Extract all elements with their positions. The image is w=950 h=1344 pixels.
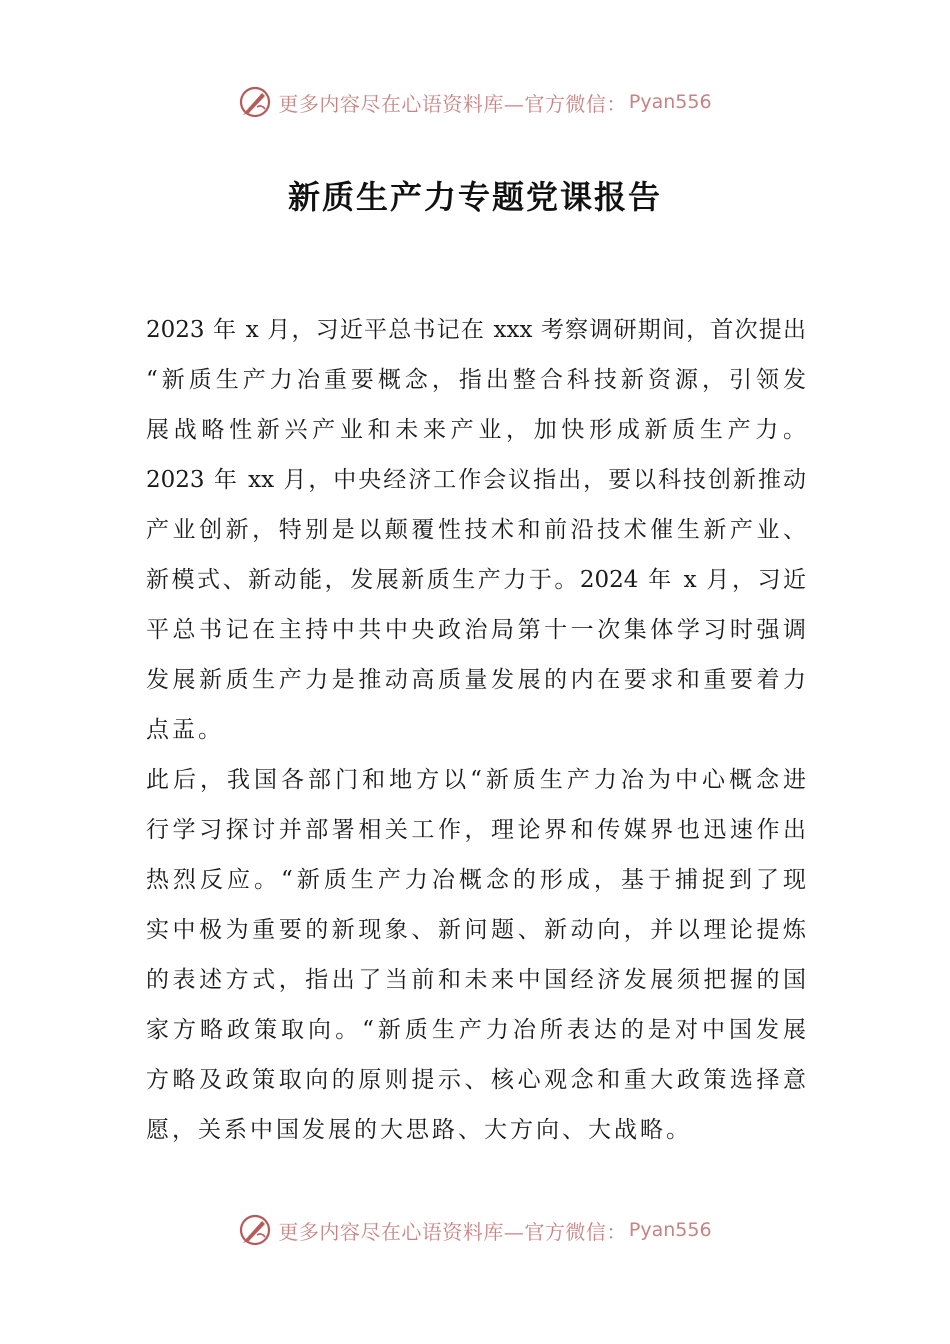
pen-logo-icon	[238, 85, 272, 119]
banner-text: 更多内容尽在心语资料库—官方微信：	[278, 1219, 627, 1244]
text-line: 实中极为重要的新现象、新问题、新动向，并以理论提炼	[146, 917, 806, 943]
text-line: 方略及政策取向的原则提示、核心观念和重大政策选择意	[146, 1067, 806, 1093]
document-title: 新质生产力专题党课报告	[287, 178, 662, 216]
header-watermark-banner	[0, 80, 950, 124]
text-line: 愿，关系中国发展的大思路、大方向、大战略。	[146, 1117, 692, 1143]
text-line: 的表述方式，指出了当前和未来中国经济发展须把握的国	[146, 967, 806, 993]
footer-watermark-banner	[0, 1208, 950, 1252]
text-line: 发展新质生产力是推动高质量发展的内在要求和重要着力	[146, 667, 806, 693]
paragraph-1	[146, 305, 806, 755]
banner-wechat-handle: Pyan556	[628, 91, 712, 113]
paragraph-2	[146, 755, 806, 1155]
banner-text: 更多内容尽在心语资料库—官方微信：	[278, 91, 627, 116]
pen-logo-icon	[238, 1213, 272, 1247]
text-line: 新模式、新动能，发展新质生产力于。2024 年 x 月，习近	[146, 567, 806, 593]
text-line: 2023 年 xx 月，中央经济工作会议指出，要以科技创新推动	[146, 467, 806, 493]
text-line: 点盂。	[146, 717, 224, 743]
text-line: 产业创新，特别是以颠覆性技术和前沿技术催生新产业、	[146, 517, 806, 543]
text-line: 热烈反应。“新质生产力冶概念的形成，基于捕捉到了现	[146, 867, 806, 893]
text-line: 行学习探讨并部署相关工作，理论界和传媒界也迅速作出	[146, 817, 806, 843]
text-line: 2023 年 x 月，习近平总书记在 xxx 考察调研期间，首次提出	[146, 317, 806, 343]
text-line: 家方略政策取向。“新质生产力冶所表达的是对中国发展	[146, 1017, 806, 1043]
document-body	[146, 305, 806, 1155]
banner-wechat-handle: Pyan556	[628, 1219, 712, 1241]
text-line: 此后，我国各部门和地方以“新质生产力冶为中心概念进	[146, 767, 806, 793]
text-line: “新质生产力冶重要概念，指出整合科技新资源，引领发	[146, 367, 806, 393]
text-line: 展战略性新兴产业和未来产业，加快形成新质生产力。	[146, 417, 806, 443]
text-line: 平总书记在主持中共中央政治局第十一次集体学习时强调	[146, 617, 806, 643]
